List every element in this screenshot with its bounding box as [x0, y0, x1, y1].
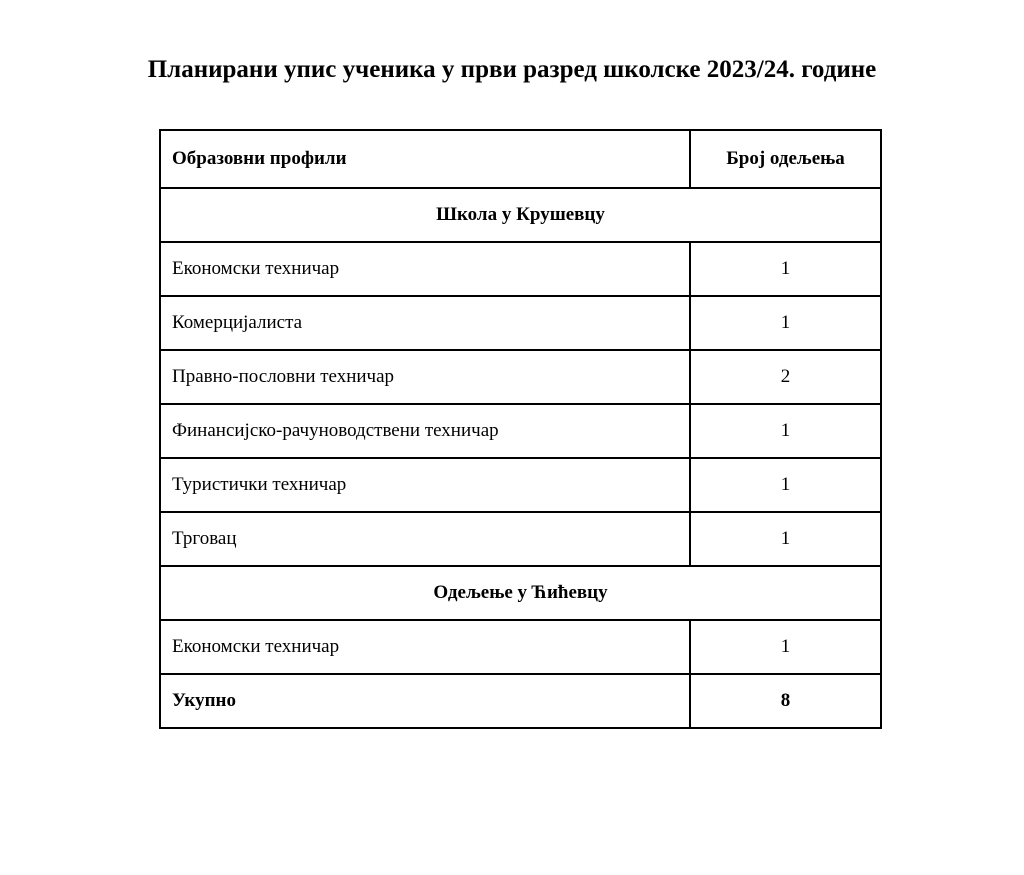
table-row: [160, 620, 881, 674]
header-profile: Образовни профили: [160, 130, 690, 188]
profile-cell: Економски техничар: [160, 620, 690, 674]
table-row: [160, 512, 881, 566]
table-row: [160, 350, 881, 404]
profile-cell: Трговац: [160, 512, 690, 566]
classes-cell: 1: [690, 620, 881, 674]
section-title-krusevac: Школа у Крушевцу: [160, 188, 881, 242]
classes-cell: 1: [690, 458, 881, 512]
page-title: Планирани упис ученика у први разред школске 2023/24. године: [147, 56, 877, 83]
profile-cell: Комерцијалиста: [160, 296, 690, 350]
profile-cell: Правно-пословни техничар: [160, 350, 690, 404]
table-row: [160, 458, 881, 512]
table-row: [160, 242, 881, 296]
classes-cell: 1: [690, 512, 881, 566]
classes-cell: 2: [690, 350, 881, 404]
table-row: [160, 404, 881, 458]
profile-cell: Економски техничар: [160, 242, 690, 296]
classes-cell: 1: [690, 242, 881, 296]
header-classes: Број одељења: [690, 130, 881, 188]
section-row-krusevac: [160, 188, 881, 242]
total-row: [160, 674, 881, 728]
classes-cell: 1: [690, 404, 881, 458]
enrollment-table: [159, 129, 882, 729]
profile-cell: Туристички техничар: [160, 458, 690, 512]
classes-cell: 1: [690, 296, 881, 350]
table-header-row: [160, 130, 881, 188]
table-row: [160, 296, 881, 350]
profile-cell: Финансијско-рачуноводствени техничар: [160, 404, 690, 458]
total-label: Укупно: [160, 674, 690, 728]
section-row-cicevac: [160, 566, 881, 620]
total-value: 8: [690, 674, 881, 728]
section-title-cicevac: Одељење у Ћићевцу: [160, 566, 881, 620]
